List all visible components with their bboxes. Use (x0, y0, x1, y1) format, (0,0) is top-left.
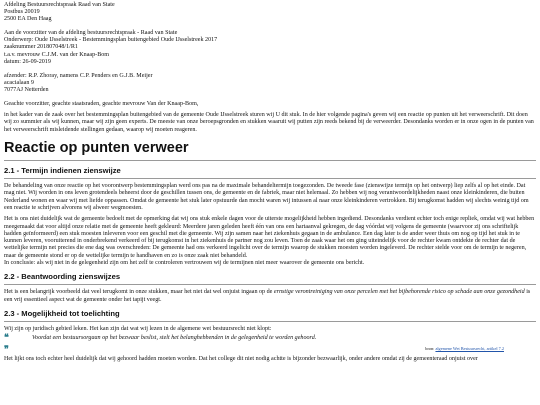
paragraph-text: Het is een belangrijk voorbeeld dat veel terugkomt in onze stukken, maar het niet dat wel onjuist ingaan op de (4, 289, 274, 296)
section-paragraph: Het lijkt ons toch echter heel duidelijk dat wij gehoord hadden moeten worden. Dat het college dit niet nodig achtte is bijzonder bezwaarlijk, onder andere omdat zij de gemeenteraad onjuist over (4, 356, 478, 363)
header-line: Afdeling Bestuursrechtspraak Raad van State (4, 2, 115, 8)
source-link[interactable]: algemene Wet Bestuursrecht, artikel 7.2 (435, 346, 504, 352)
section-paragraph: In conclusie: als wij niet in de gelegenheid zijn om het zelf te controleren vertrouwen wij de termijnen niet meer waarover de gemeente ons bericht. (4, 259, 365, 266)
quote-close-icon: ❞ (4, 344, 9, 355)
quote-open-icon: ❝ (4, 332, 9, 343)
section-divider (4, 284, 536, 285)
addressee-line: Onderwerp: Oude IJsselstreek - Bestemmingsplan buitengebied Oude IJsselstreek 2017 (4, 37, 218, 44)
source-label: bron: (425, 346, 436, 352)
section-paragraph (4, 289, 536, 304)
addressee-line: Aan de voorzitter van de afdeling bestuursrechtspraak - Raad van State (4, 30, 178, 37)
sender-line: acacialaan 9 (4, 79, 34, 86)
salutation: Geachte voorzitter, geachte staatsraden, geachte mevrouw Van der Knaap-Bom, (4, 101, 199, 108)
addressee-line: datum: 26-09-2019 (4, 58, 51, 65)
intro-paragraph: in het kader van de zaak over het bestemmingsplan buitengebied van de gemeente Oude IJsselstreek sturen wij U dit stuk. In de hier volgende pagina's geven wij een reactie op punten uit het verweerschrift. Dit doen wij zo summier als wij kunnen, maar wij zijn geen experts. De meeste van onze beroepsgronden en stukken waaruit wij putten zijn reeds bekend bij de verweerder. Desondanks worden er in onze ogen in de punten van het verweerschrift misleidende stellingen gedaan, waarop wij moeten reageren. (4, 112, 534, 133)
page-title: Reactie op punten verweer (4, 140, 189, 157)
section-paragraph: Het is ons niet duidelijk wat de gemeente bedoelt met de opmerking dat wij ons stuk enkele dagen voor de uiterste mogelijkheid hebben ingediend. Desondanks verdient echter toch enige repliek, omdat wij wat hebben meegemaakt dat voor altijd onze relatie met de gemeente heeft gekleurd: Meerdere jaren geleden heeft één van ons een hartaanval gekregen, de dag vóórdat wij volgens de gemeente (waarvoor zij ons schriftelijk hadden geïnformeerd) een stuk moesten inleveren voor een geschil met die gemeente. Wij zijn samen naar het ziekenhuis gegaan in de ambulance. Een dag later is de ander weer thuis om nog op tijd het stuk in te kunnen leveren, vooruiterend in onderbrekend verkeerd of bij terugkomst in het ziekenhuis de partner nog zou leven. Toen de zaak waar het om ging uiteindelijk voor de rechter kwam ontdekte de rechter dat de wettelijke termijn net precies die ene dag was overschreden: De gemeente had ons verkeerd ingelicht over de termijn waarop de stukken moesten worden ingeleverd. De rechter stelde voor om de termijn te negeren, maar de gemeente stond er op de wettelijke termijn te handhaven en zo is onze zaak niet behandeld. (4, 216, 535, 259)
header-line: 2500 EA Den Haag (4, 16, 52, 23)
quote-block (4, 332, 536, 355)
quote-source (4, 344, 536, 355)
section-paragraph: Wij zijn op juridisch gebied leken. Het kan zijn dat wat wij lezen in de algemene wet bestuursrecht niet klopt: (4, 325, 272, 332)
section-heading-beantwoording: 2.2 - Beantwoording zienswijzes (4, 272, 121, 282)
addressee-line: zaaknummer 201807048/1/R1 (4, 44, 78, 51)
section-divider (4, 321, 536, 322)
header-block (4, 2, 536, 23)
addressee-block (4, 30, 536, 65)
header-line: Postbus 20019 (4, 9, 40, 16)
paragraph-text: is een vrij essentieel aspect wat de gemeente onder het tapijt veegt. (4, 289, 531, 303)
section-paragraph: De behandeling van onze reactie op het voorontwerp bestemmingsplan werd ons pas na de maximale behandeltermijn toegezonden. De tweede fase (zienswijze termijn op het ontwerp) liep zelfs al op het einde. Dat mag niet. Wij worden in ons leven grotendeels beheerst door de geschillen tussen ons, de gemeente en de fabriek, maar niet helemaal. Zo hebben wij nog verantwoordelijkheden naast onze kleinkinderen, die buiten Nederland wonen en waar wij met liefde oppassen. Omdat de gemeente het stuk later opstuurde dan mocht waren wij intussen al naar onze kleinkinderen vertrokken. Bij terugkomst hadden wij slechts weinig tijd om een reactie te schrijven alvorens wij alweer wegmoesten. (4, 183, 529, 211)
quote-text: Voordat een bestuursorgaan op het bezwaar beslist, stelt het belanghebbenden in de gelegenheid te worden gehoord. (32, 335, 317, 342)
title-divider (4, 160, 536, 161)
emphasized-text: ernstige verontreiniging van onze percelen met het bijbehorende risico op schade aan onze gezondheid (273, 289, 525, 296)
sender-line: 7077AJ Netterden (4, 86, 49, 93)
section-heading-termijn: 2.1 - Termijn indienen zienswijze (4, 166, 121, 176)
sender-line: afzender: R.P. Zhoray, namens C.P. Penders en G.J.B. Meijer (4, 72, 153, 79)
section-heading-toelichting: 2.3 - Mogelijkheid tot toelichting (4, 308, 120, 318)
sender-block (4, 73, 536, 94)
addressee-line: t.a.v. mevrouw C.J.M. van der Knaap-Bom (4, 51, 110, 58)
section-divider (4, 178, 536, 179)
